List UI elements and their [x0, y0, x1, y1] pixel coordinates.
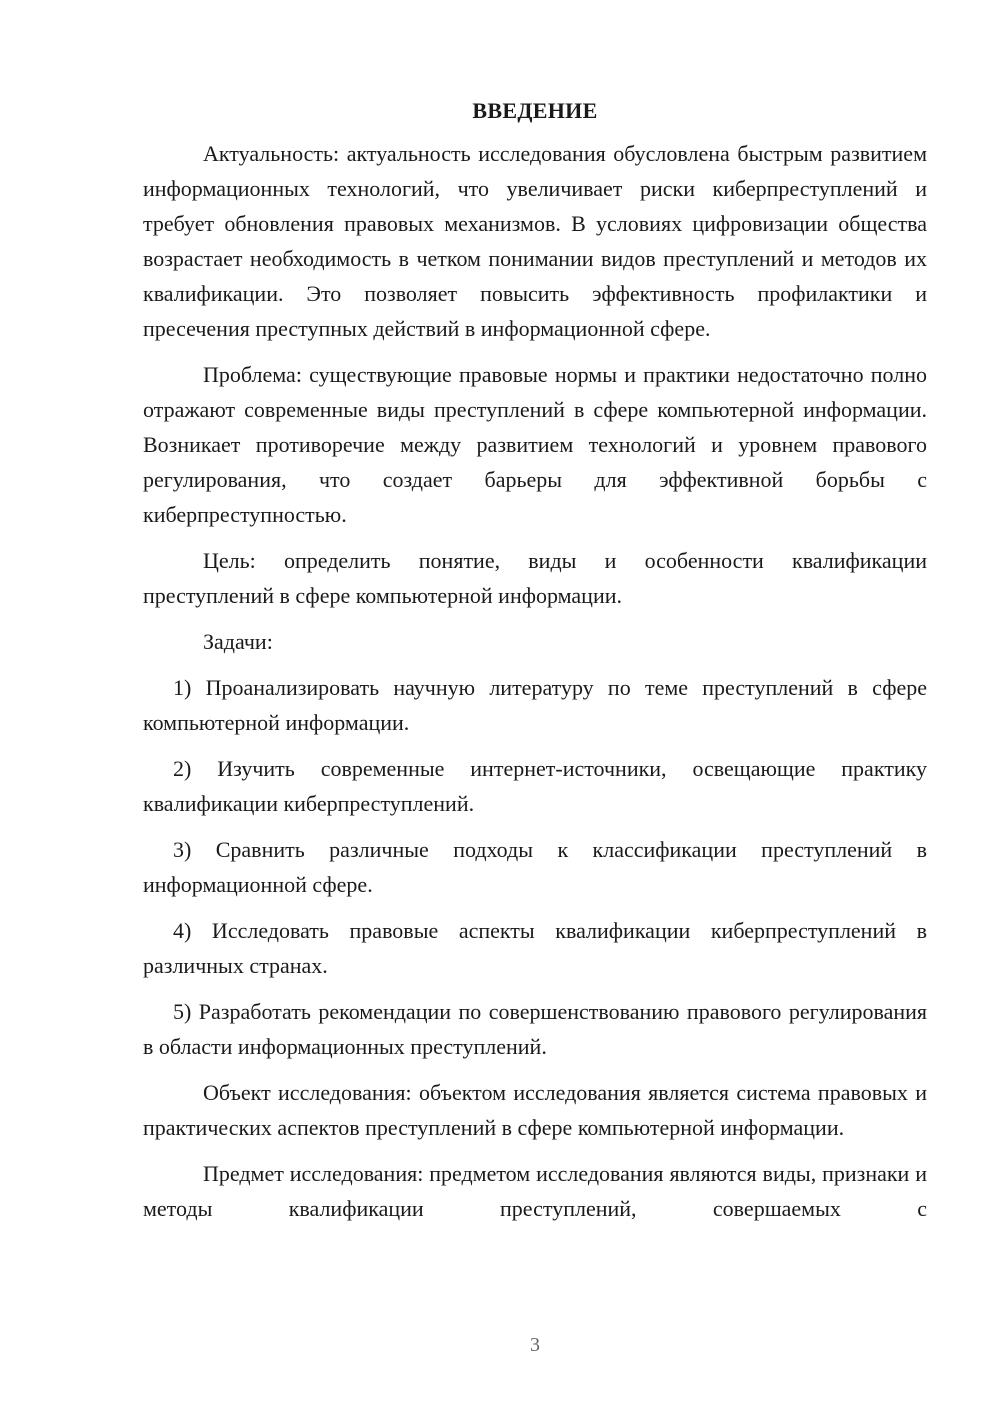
task-item-5: 5) Разработать рекомендации по совершенствованию правового регулирования в области информационных преступлений. — [143, 999, 927, 1059]
goal-paragraph: Цель: определить понятие, виды и особенности квалификации преступлений в сфере компьютерной информации. — [143, 548, 927, 608]
page-title: ВВЕДЕНИЕ — [472, 98, 598, 123]
task-item-1: 1) Проанализировать научную литературу по теме преступлений в сфере компьютерной информации. — [143, 675, 927, 735]
subject-paragraph: Предмет исследования: предметом исследования являются виды, признаки и методы квалификации преступлений, совершаемых с — [143, 1161, 927, 1221]
page-content — [143, 96, 927, 1226]
tasks-label: Задачи: — [203, 629, 273, 654]
object-paragraph: Объект исследования: объектом исследования является система правовых и практических аспектов преступлений в сфере компьютерной информации. — [143, 1080, 927, 1140]
problem-paragraph: Проблема: существующие правовые нормы и практики недостаточно полно отражают современные виды преступлений в сфере компьютерной информации. Возникает противоречие между развитием технологий и уровнем правового регулирования, что создает барьеры для эффективной борьбы с киберпреступностью. — [143, 362, 927, 527]
page-number: 3 — [530, 1334, 540, 1356]
task-item-2: 2) Изучить современные интернет-источники, освещающие практику квалификации киберпреступлений. — [143, 756, 927, 816]
relevance-paragraph: Актуальность: актуальность исследования обусловлена быстрым развитием информационных технологий, что увеличивает риски киберпреступлений и требует обновления правовых механизмов. В условиях цифровизации общества возрастает необходимость в четком понимании видов преступлений и методов их квалификации. Это позволяет повысить эффективность профилактики и пресечения преступных действий в информационной сфере. — [143, 141, 927, 341]
task-item-3: 3) Сравнить различные подходы к классификации преступлений в информационной сфере. — [143, 837, 927, 897]
task-item-4: 4) Исследовать правовые аспекты квалификации киберпреступлений в различных странах. — [143, 918, 927, 978]
